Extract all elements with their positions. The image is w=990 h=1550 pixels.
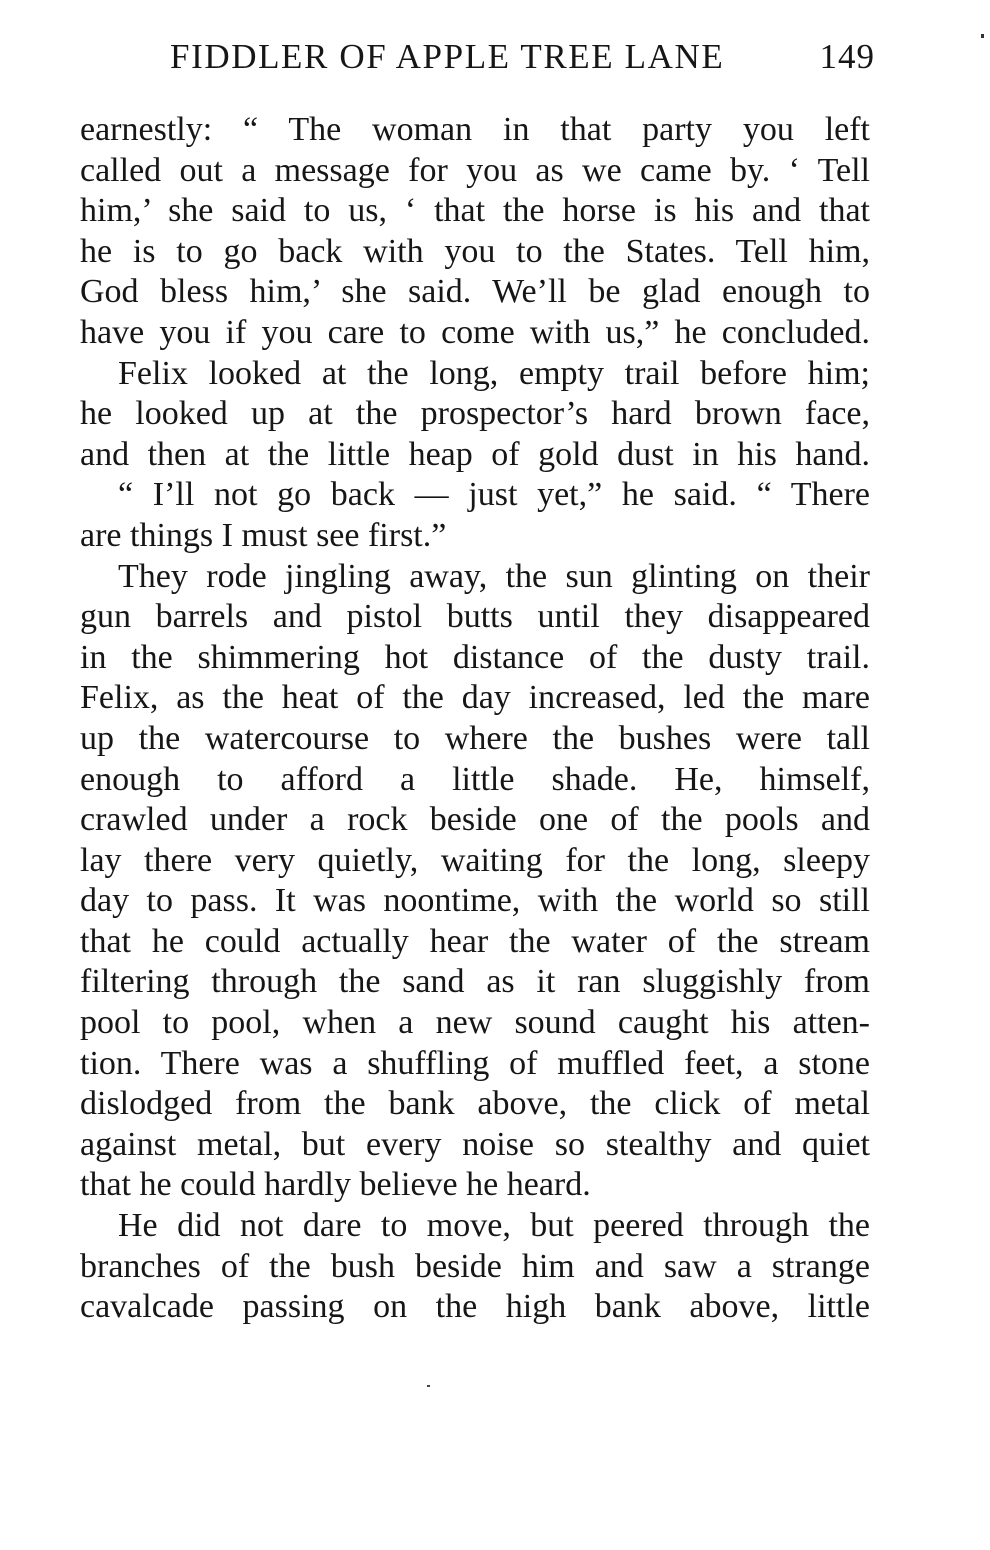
- text-line: that he could hardly believe he heard.: [80, 1166, 591, 1204]
- text-line: gun barrels and pistol butts until they disappeared: [80, 598, 870, 636]
- text-line: and then at the little heap of gold dust in his hand.: [80, 435, 870, 473]
- print-speck: [427, 1385, 430, 1387]
- text-line: in the shimmering hot distance of the dusty trail.: [80, 638, 870, 676]
- body-text: [80, 110, 870, 1328]
- text-line: up the watercourse to where the bushes were tall: [80, 719, 870, 757]
- text-line: crawled under a rock beside one of the pools and: [80, 801, 870, 839]
- text-line: him,’ she said to us, ‘ that the horse is his and that: [80, 192, 870, 230]
- text-line: called out a message for you as we came by. ‘ Tell: [80, 151, 870, 189]
- text-line: pool to pool, when a new sound caught his atten-: [80, 1004, 870, 1042]
- text-line: branches of the bush beside him and saw a strange: [80, 1247, 870, 1285]
- text-line: They rode jingling away, the sun glinting on their: [118, 557, 870, 595]
- page-number: 149: [819, 37, 875, 76]
- text-line: tion. There was a shuffling of muffled feet, a stone: [80, 1044, 870, 1082]
- text-line: he is to go back with you to the States. Tell him,: [80, 232, 870, 270]
- text-line: filtering through the sand as it ran sluggishly from: [80, 963, 870, 1001]
- text-line: lay there very quietly, waiting for the long, sleepy: [80, 841, 870, 879]
- running-title: FIDDLER OF APPLE TREE LANE: [170, 37, 725, 76]
- text-line: against metal, but every noise so stealthy and quiet: [80, 1125, 870, 1163]
- text-line: earnestly: “ The woman in that party you left: [80, 111, 870, 148]
- text-line: He did not dare to move, but peered through the: [118, 1207, 870, 1245]
- text-line: day to pass. It was noontime, with the world so still: [80, 882, 870, 920]
- text-line: that he could actually hear the water of the stream: [80, 922, 870, 960]
- text-line: God bless him,’ she said. We’ll be glad enough to: [80, 273, 870, 311]
- text-line: have you if you care to come with us,” he concluded.: [80, 313, 870, 351]
- text-line: dislodged from the bank above, the click of metal: [80, 1085, 870, 1123]
- text-line: he looked up at the prospector’s hard brown face,: [80, 395, 870, 433]
- edge-speck: [981, 34, 984, 38]
- text-line: are things I must see first.”: [80, 516, 447, 554]
- running-head: [170, 34, 875, 80]
- text-line: enough to afford a little shade. He, himself,: [80, 760, 870, 798]
- text-line: Felix looked at the long, empty trail before him;: [118, 354, 870, 392]
- text-line: “ I’ll not go back — just yet,” he said. “ There: [118, 476, 870, 514]
- text-line: Felix, as the heat of the day increased, led the mare: [80, 679, 870, 717]
- text-line: cavalcade passing on the high bank above, little: [80, 1288, 870, 1326]
